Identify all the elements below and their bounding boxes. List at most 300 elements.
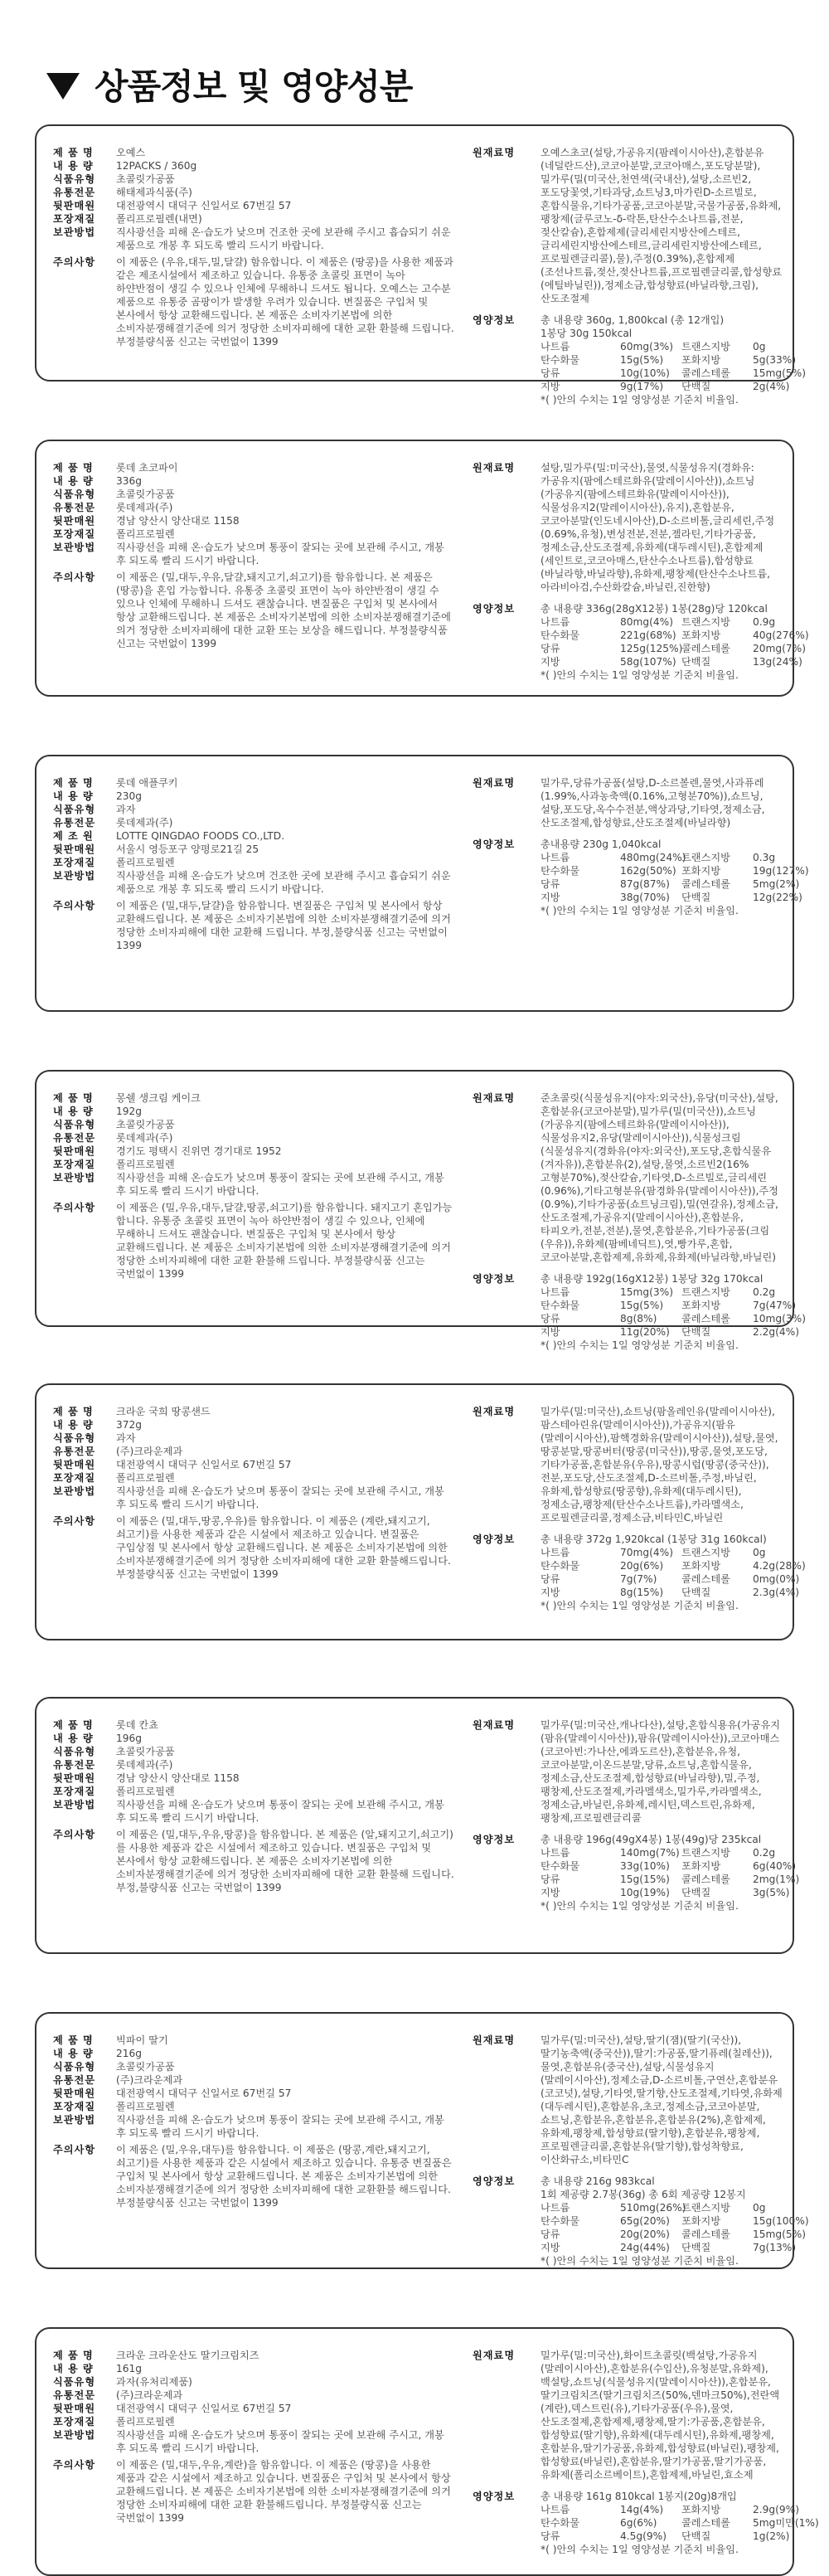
product-card	[35, 755, 809, 1012]
label-distributor: 유통전문	[53, 2074, 96, 2086]
ingredients-row	[473, 1405, 783, 1524]
nutrition-cell: 단백질	[681, 656, 711, 668]
nutrition-cell: 15g(100%)	[753, 2215, 809, 2227]
label-distributor: 유통전문	[53, 502, 96, 513]
ingredients-row	[473, 2034, 783, 2166]
nutrition-header: 총내용량 230g 1,040kcal	[541, 838, 662, 850]
label-storage: 보관방법	[53, 1485, 96, 1497]
info-row-storage	[53, 1171, 456, 1198]
value-packaging: 폴리프로필렌	[116, 1472, 175, 1484]
nutrition-cell: 탄수화물	[541, 1560, 580, 1572]
label-volume: 내 용 량	[53, 2048, 94, 2059]
info-row-storage	[53, 869, 456, 896]
label-caution: 주의사항	[53, 2144, 96, 2156]
value-packaging: 폴리프로필렌	[116, 2101, 175, 2112]
label-distributor: 유통전문	[53, 2389, 96, 2401]
nutrition-cell: 단백질	[681, 1326, 711, 1338]
label-volume: 내 용 량	[53, 1106, 94, 1117]
value-storage: 직사광선을 피해 온·습도가 낮으며 통풍이 잘되는 곳에 보관해 주시고, 개봉 후 되도록 빨리 드시기 바랍니다.	[116, 1172, 444, 1197]
nutrition-cell: 포화지방	[681, 2215, 721, 2227]
info-row-factory	[53, 2087, 456, 2100]
value-distributor: (주)크라운제과	[116, 2074, 183, 2086]
label-factory: 뒷판매원	[53, 1772, 96, 1784]
nutrition-cell: 0.3g	[753, 852, 776, 863]
nutrition-row	[473, 602, 783, 615]
info-row-packaging	[53, 1471, 456, 1485]
nutrition-cell: 포화지방	[681, 629, 721, 641]
product-info	[53, 1405, 456, 1581]
nutrition-cell: 탄수화물	[541, 2517, 580, 2529]
info-row-volume	[53, 474, 456, 488]
nutrition-cell: 콜레스테롤	[681, 1573, 730, 1585]
value-caution: 이 제품은 (밀,대두,땅콩,우유)를 함유합니다. 이 제품은 (계란,돼지고기,쇠고기)를 사용한 제품과 같은 시설에서 제조하고 있습니다. 변질품은 구입상점 및 본사에서 항상 교환해드립니다. 본 제품은 소비자기본법에 의한 소비자분쟁해결기준에 의거 정당한 소비자피해에 대한 교환 환불해드립니다. 부정불량식품 신고는 국번없이 1399	[116, 1515, 451, 1580]
nutrition-cell: 당류	[541, 2228, 560, 2240]
value-distributor: 롯데제과(주)	[116, 1132, 173, 1144]
nutrition-cell: 7g(13%)	[753, 2242, 797, 2253]
value-distributor: (주)크라운제과	[116, 1446, 183, 1457]
nutrition-cell: 당류	[541, 2530, 560, 2542]
label-type: 식품유형	[53, 2061, 96, 2073]
info-row-volume	[53, 790, 456, 803]
nutrition-cell: 지방	[541, 1887, 560, 1898]
value-factory: 서울시 영등포구 양평로21길 25	[116, 843, 259, 855]
label-nutrition: 영양정보	[473, 603, 516, 615]
value-factory: 경기도 평택시 진위면 경기대로 1952	[116, 1145, 282, 1157]
label-type: 식품유형	[53, 804, 96, 815]
value-distributor: 롯데제과(주)	[116, 502, 173, 513]
value-caution: 이 제품은 (밀,우유,대두)를 함유합니다. 이 제품은 (땅콩,계란,돼지고기,쇠고기)를 사용한 제품과 같은 시설에서 제조하고 있습니다. 유통중 변질품은 구입처 및 본사에서 항상 교환해드립니다. 본 제품은 소비자기본법에 의한 소비자분쟁해결기준에 의거 정당한 소비자피해에 대한 교환환불 해드립니다. 부정불량식품 신고는 국번없이 1399	[116, 2144, 452, 2209]
nutrition-header: 총 내용량 161g 810kcal 1봉지(20g)8개입	[541, 2491, 737, 2502]
nutrition-cell: 콜레스테롤	[681, 1874, 730, 1885]
value-name: 크라운 국희 땅콩샌드	[116, 1406, 211, 1417]
info-row-packaging	[53, 212, 456, 226]
info-row-storage	[53, 2113, 456, 2140]
label-type: 식품유형	[53, 488, 96, 500]
product-info	[53, 146, 456, 348]
value-ingredients: 준초콜릿(식물성유지(야자:외국산),유당(미국산),설탕,혼합분유(코코아분말),밀가루(밀(미국산)),쇼트닝(가공유지(팜에스테르화유(말레이시아산)),식물성유지2,유당(말레이시아산)),식물성크림(식물성유지(경화유(야자:외국산),포도당,혼합식물유(겨자유)),혼합분유(2),설탕,물엿,소르빈2(16%고형분70%),젖산칼슘,기타엿,D-소르빌로,글리세린(0.96%),기타고형분유(팜경화유(말레이시아산)),주정(0.9%),기타가공품(쇼트닝크림),밀(연갈유),정제소금,산도조절제,가공유지(말레이시아산),혼합분유,타피오카,전분,전분),물엿,혼합분유,기타가공품(크림(우유)),유화제(팜베네딕트),엿,빵가루,혼합,코코아분말,혼합제제,유화제,유화제(바닐라향,바닐린)	[541, 1092, 778, 1263]
nutrition-cell: 2g(4%)	[753, 381, 790, 392]
value-volume: 12PACKS / 360g	[116, 160, 197, 172]
info-row-packaging	[53, 1158, 456, 1171]
info-row-packaging	[53, 2100, 456, 2113]
nutrition-cell: 지방	[541, 2242, 560, 2253]
nutrition-cell: 510mg(26%)	[620, 2202, 686, 2214]
label-distributor: 유통전문	[53, 1446, 96, 1457]
label-nutrition: 영양정보	[473, 314, 516, 326]
nutrition-cell: 0g	[753, 1547, 766, 1558]
label-storage: 보관방법	[53, 1799, 96, 1810]
nutrition-cell: 60mg(3%)	[620, 341, 673, 352]
label-factory: 뒷판매원	[53, 515, 96, 527]
label-storage: 보관방법	[53, 1172, 96, 1184]
nutrition-cell: 5mg(2%)	[753, 878, 800, 890]
info-row-type	[53, 2060, 456, 2073]
nutrition-cell: 11g(20%)	[620, 1326, 670, 1338]
info-row-volume	[53, 1105, 456, 1118]
info-row-volume	[53, 1418, 456, 1431]
nutrition-cell: 15g(15%)	[620, 1874, 670, 1885]
nutrition-cell: 80mg(4%)	[620, 616, 673, 628]
nutrition-cell: 트랜스지방	[681, 2202, 730, 2214]
label-packaging: 포장재질	[53, 2416, 96, 2428]
value-type: 과자(유처리제품)	[116, 2376, 192, 2388]
label-name: 제 품 명	[53, 147, 94, 158]
nutrition-row	[473, 1533, 783, 1546]
value-distributor: 롯데제과(주)	[116, 817, 173, 829]
nutrition-cell: 6g(6%)	[620, 2517, 657, 2529]
info-row-distributor	[53, 2073, 456, 2087]
info-row-factory	[53, 199, 456, 212]
info-row-storage	[53, 1485, 456, 1511]
info-row-storage	[53, 2428, 456, 2455]
value-type: 초콜릿가공품	[116, 2061, 175, 2073]
value-name: 빅파이 딸기	[116, 2034, 168, 2046]
nutrition-table	[541, 1846, 800, 1899]
value-factory: 경남 양산시 양산대로 1158	[116, 1772, 240, 1784]
value-caution: 이 제품은 (밀,대두,우유,땅콩)을 함유합니다. 본 제품은 (알,돼지고기,쇠고기)를 사용한 제품과 같은 시설에서 제조하고 있습니다. 변질품은 구입처 및 본사에서 항상 교환해드립니다. 본 제품은 소비자기본법에 의한 소비자분쟁해결기준에 의거 정당한 소비자피해에 대한 교환 환불해 드립니다. 부정,불량식품 신고는 국번없이 1399	[116, 1829, 454, 1893]
label-caution: 주의사항	[53, 900, 96, 911]
info-row-type	[53, 1745, 456, 1758]
label-ingredients: 원재료명	[473, 462, 516, 474]
value-volume: 161g	[116, 2363, 142, 2374]
nutrition-cell: 지방	[541, 381, 560, 392]
nutrition-table	[541, 615, 809, 668]
nutrition-cell: 트랜스지방	[681, 852, 730, 863]
label-caution: 주의사항	[53, 1829, 96, 1840]
value-ingredients: 오예스초코(설탕,가공유지(팜레이시아산),혼합분유(네덜란드산),코코아분말,코코아매스,포도당분말),밀가루(밀(미국산,천연색(국내산),설탕,소르빈2,포도당꽃엿,기타과당,쇼트닝3,마가린D-소르빌로,혼합식물유,기타가공품,코코아분말,국물가공품,유화제,팽창제(글루코노-δ-락톤,탄산수소나트륨,전분,젖산칼슘),혼합제제(글리세린지방산에스테르,글리세린지방산에스테르,글리세린지방산에스테르,프로필렌글리콜),물),주정(0.39%),혼합제제(조선나트륨,젖산,젖산나트륨,프로필렌글리콜,합성향료(에틸바닐린)),정제소금,합성향료(바닐라향,크림),산도조절제	[541, 147, 783, 304]
product-card	[35, 440, 809, 697]
label-ingredients: 원재료명	[473, 1092, 516, 1104]
value-factory: 대전광역시 대덕구 신일서로 67번길 57	[116, 200, 292, 211]
nutrition-cell: 단백질	[681, 2530, 711, 2542]
nutrition-cell: 탄수화물	[541, 354, 580, 366]
nutrition-cell: 9g(17%)	[620, 381, 664, 392]
value-storage: 직사광선을 피해 온·습도가 낮으며 통풍이 잘되는 곳에 보관해 주시고, 개봉 후 되도록 빨리 드시기 바랍니다.	[116, 1485, 444, 1510]
label-distributor: 유통전문	[53, 817, 96, 829]
label-storage: 보관방법	[53, 542, 96, 553]
nutrition-table	[541, 1286, 806, 1339]
nutrition-cell: 지방	[541, 892, 560, 903]
label-storage: 보관방법	[53, 870, 96, 882]
label-factory: 뒷판매원	[53, 1145, 96, 1157]
nutrition-info	[473, 1091, 806, 1352]
nutrition-cell: 38g(70%)	[620, 892, 670, 903]
nutrition-cell: 트랜스지방	[681, 616, 730, 628]
nutrition-cell: 162g(50%)	[620, 865, 676, 877]
info-row-caution	[53, 1514, 456, 1581]
nutrition-note: *( )안의 수치는 1일 영양성분 기준치 비율임.	[541, 1339, 739, 1351]
info-row-caution	[53, 2143, 456, 2209]
label-type: 식품유형	[53, 1119, 96, 1130]
label-storage: 보관방법	[53, 2429, 96, 2441]
nutrition-cell: 나트륨	[541, 852, 570, 863]
nutrition-table	[541, 2201, 809, 2254]
nutrition-cell: 단백질	[681, 892, 711, 903]
label-ingredients: 원재료명	[473, 1719, 516, 1731]
nutrition-cell: 당류	[541, 1573, 560, 1585]
nutrition-note: *( )안의 수치는 1일 영양성분 기준치 비율임.	[541, 394, 739, 406]
value-ingredients: 밀가루(밀:미국산),쇼트닝(팜올레인유(말레이시아산),팜스테아린유(말레이시아산)),가공유지(팜유(말레이시아산),팜핵경화유(말레이시아산)),설탕,물엿,땅콩분말,땅콩버터(땅콩(미국산)),땅콩,물엿,포도당,기타가공품,혼합분유(우유),땅콩시럽(땅콩(중국산)),전분,포도당,산도조절제,D-소르비톨,주정,바닐린,유화제,합성향료(땅콩향),유화제(대두레시틴),정제소금,팽창제(탄산수소나트륨),카라멜색소,프로필렌글리콜,정제소금,비타민C,바닐린	[541, 1406, 778, 1524]
value-storage: 직사광선을 피해 온·습도가 낮으며 통풍이 잘되는 곳에 보관해 주시고, 개봉 후 되도록 빨리 드시기 바랍니다.	[116, 2114, 444, 2139]
ingredients-row	[473, 776, 783, 829]
nutrition-cell: 15g(5%)	[620, 354, 664, 366]
nutrition-header: 총 내용량 196g(49gX4봉) 1봉(49g)당 235kcal	[541, 1834, 762, 1845]
ingredients-row	[473, 1091, 783, 1264]
label-nutrition: 영양정보	[473, 1533, 516, 1545]
product-card	[35, 124, 806, 406]
nutrition-header: 총 내용량 372g 1,920kcal (1봉당 31g 160kcal)	[541, 1533, 767, 1545]
value-volume: 336g	[116, 475, 142, 487]
label-ingredients: 원재료명	[473, 147, 516, 158]
nutrition-cell: 87g(87%)	[620, 878, 670, 890]
nutrition-cell: 콜레스테롤	[681, 1313, 730, 1324]
nutrition-info	[473, 1405, 806, 1612]
value-factory: 대전광역시 대덕구 신일서로 67번길 57	[116, 2403, 292, 2414]
value-storage: 직사광선을 피해 온·습도가 낮으며 건조한 곳에 보관해 주시고 흡습되기 쉬운 제품으로 개봉 후 되도록 빨리 드시기 바랍니다.	[116, 870, 451, 895]
info-row-factory	[53, 2402, 456, 2415]
label-caution: 주의사항	[53, 1202, 96, 1213]
info-row-name	[53, 776, 456, 790]
label-ingredients: 원재료명	[473, 777, 516, 789]
nutrition-cell: 5mg미만(1%)	[753, 2517, 819, 2529]
nutrition-cell: 나트륨	[541, 2504, 570, 2515]
nutrition-cell: 7g(7%)	[620, 1573, 657, 1585]
nutrition-cell: 지방	[541, 1326, 560, 1338]
nutrition-cell: 70mg(4%)	[620, 1547, 673, 1558]
nutrition-cell: 트랜스지방	[681, 341, 730, 352]
label-nutrition: 영양정보	[473, 1273, 516, 1285]
info-row-type	[53, 803, 456, 816]
label-volume: 내 용 량	[53, 1419, 94, 1431]
nutrition-cell: 2.2g(4%)	[753, 1326, 799, 1338]
page-title	[46, 60, 412, 109]
label-factory: 뒷판매원	[53, 2403, 96, 2414]
value-caution: 이 제품은 (우유,대두,밀,달걀) 함유합니다. 이 제품은 (땅콩)을 사용한 제품과 같은 제조시설에서 제조하고 있습니다. 유통중 초콜릿 표면이 녹아 하얀반점이 생길 수 있으나 인체에 무해하니 드셔도 됩니다. 오예스는 고수분 제품으로 유통중 곰팡이가 발생할 우려가 있습니다. 변질품은 구입처 및 본사에서 항상 교환해드립니다. 본 제품은 소비자기본법에 의한 소비자분쟁해결기준에 의거 정당한 소비자피해에 대한 교환 환불해 드립니다. 부정불량식품 신고는 국번없이 1399	[116, 256, 454, 348]
product-card	[35, 2327, 819, 2576]
label-packaging: 포장재질	[53, 1159, 96, 1170]
nutrition-cell: 6g(40%)	[753, 1860, 797, 1872]
nutrition-cell: 0mg(0%)	[753, 1573, 800, 1585]
info-row-type	[53, 1431, 456, 1445]
nutrition-header: 총 내용량 216g 983kcal	[541, 2175, 655, 2187]
info-row-distributor	[53, 186, 456, 199]
info-row-distributor	[53, 1131, 456, 1145]
value-caution: 이 제품은 (밀,대두,우유,계란)을 함유합니다. 이 제품은 (땅콩)을 사용한 제품과 같은 시설에서 제조하고 있습니다. 변질품은 구입처 및 본사에서 항상 교환해드립니다. 본 제품은 소비자기본법에 의한 소비자분쟁해결기준에 의거 정당한 소비자피해에 대한 교환 환불해드립니다. 부정불량식품 신고는 국번없이 1399	[116, 2459, 451, 2524]
value-volume: 192g	[116, 1106, 142, 1117]
info-row-name	[53, 1405, 456, 1418]
value-caution: 이 제품은 (밀,대두,달걀)을 함유합니다. 변질품은 구입처 및 본사에서 항상 교환해드립니다. 본 제품은 소비자기본법에 의한 소비자분쟁해결기준에 의거 정당한 소비자피해에 대한 교환해 드립니다. 부정,불량식품 신고는 국번없이 1399	[116, 900, 451, 951]
nutrition-cell: 140mg(7%)	[620, 1847, 680, 1859]
nutrition-header: 총 내용량 192g(16gX12봉) 1봉당 32g 170kcal	[541, 1273, 764, 1285]
nutrition-cell: 지방	[541, 656, 560, 668]
info-row-factory	[53, 1772, 456, 1785]
info-row-name	[53, 1718, 456, 1732]
nutrition-table	[541, 2503, 819, 2543]
info-row-volume	[53, 159, 456, 173]
nutrition-cell: 0.2g	[753, 1847, 776, 1859]
label-storage: 보관방법	[53, 2114, 96, 2126]
label-ingredients: 원재료명	[473, 2034, 516, 2046]
nutrition-note: *( )안의 수치는 1일 영양성분 기준치 비율임.	[541, 1600, 739, 1611]
value-packaging: 폴리프로필렌	[116, 528, 175, 540]
nutrition-cell: 3g(5%)	[753, 1887, 790, 1898]
info-row-packaging	[53, 527, 456, 541]
nutrition-sub: 1봉당 30g 150kcal	[541, 328, 633, 339]
info-row-distributor	[53, 1758, 456, 1772]
label-name: 제 품 명	[53, 777, 94, 789]
nutrition-cell: 20g(6%)	[620, 1560, 664, 1572]
value-volume: 372g	[116, 1419, 142, 1431]
nutrition-cell: 나트륨	[541, 2202, 570, 2214]
info-row-caution	[53, 1201, 456, 1281]
nutrition-cell: 2.3g(4%)	[753, 1587, 799, 1598]
info-row-packaging	[53, 2415, 456, 2428]
nutrition-cell: 0g	[753, 2202, 766, 2214]
nutrition-cell: 15mg(5%)	[753, 2228, 806, 2240]
nutrition-info	[473, 146, 806, 406]
value-type: 과자	[116, 1432, 136, 1444]
nutrition-sub: 1회 제공량 2.7봉(36g) 총 6회 제공량 12봉지	[541, 2189, 746, 2200]
product-info	[53, 2034, 456, 2209]
nutrition-cell: 콜레스테롤	[681, 643, 730, 654]
label-packaging: 포장재질	[53, 857, 96, 868]
label-packaging: 포장재질	[53, 2101, 96, 2112]
product-card	[35, 1070, 806, 1351]
value-type: 초콜릿가공품	[116, 173, 175, 185]
label-packaging: 포장재질	[53, 213, 96, 225]
info-row-factory	[53, 514, 456, 527]
nutrition-cell: 15g(5%)	[620, 1300, 664, 1311]
nutrition-row	[473, 1833, 783, 1846]
info-row-storage	[53, 226, 456, 252]
info-row-packaging	[53, 856, 456, 869]
info-row-factory	[53, 1145, 456, 1158]
nutrition-cell: 당류	[541, 367, 560, 379]
nutrition-note: *( )안의 수치는 1일 영양성분 기준치 비율임.	[541, 2255, 739, 2267]
nutrition-info	[473, 1718, 800, 1913]
nutrition-cell: 탄수화물	[541, 629, 580, 641]
nutrition-cell: 4.2g(28%)	[753, 1560, 806, 1572]
nutrition-note: *( )안의 수치는 1일 영양성분 기준치 비율임.	[541, 669, 739, 681]
nutrition-cell: 포화지방	[681, 1300, 721, 1311]
info-row-factory	[53, 843, 456, 856]
nutrition-cell: 트랜스지방	[681, 1286, 730, 1298]
nutrition-cell: 단백질	[681, 381, 711, 392]
value-ingredients: 밀가루(밀:미국산,캐나다산),설탕,혼합식용유(가공유지(팜유(말레이시아산)),팜유(말레이시아산)),코코아매스(코코아빈:가나산,에콰도르산),혼합분유,유청,코코아분말,이온드분말,당류,쇼트닝,혼합식물유,정제소금,산도조절제,합성향료(바닐라향),밀,주정,팽창제,산도조절제,카라멜색소,밀가루,카라멜색소,정제소금,바닐린,유화제,레시틴,덱스트린,유화제,팽창제,프로필렌글리콜	[541, 1719, 781, 1824]
value-factory: 대전광역시 대덕구 신일서로 67번길 57	[116, 2088, 292, 2099]
info-row-type	[53, 488, 456, 501]
value-packaging: 폴리프로필렌(내면)	[116, 213, 202, 225]
nutrition-cell: 19g(127%)	[753, 865, 809, 877]
nutrition-cell: 당류	[541, 1313, 560, 1324]
nutrition-cell: 40g(276%)	[753, 629, 809, 641]
value-distributor: (주)크라운제과	[116, 2389, 183, 2401]
nutrition-cell: 당류	[541, 1874, 560, 1885]
nutrition-cell: 나트륨	[541, 1547, 570, 1558]
value-type: 초콜릿가공품	[116, 1746, 175, 1757]
nutrition-cell: 탄수화물	[541, 865, 580, 877]
label-volume: 내 용 량	[53, 790, 94, 802]
nutrition-cell: 480mg(24%)	[620, 852, 686, 863]
nutrition-note: *( )안의 수치는 1일 영양성분 기준치 비율임.	[541, 1900, 739, 1912]
nutrition-cell: 포화지방	[681, 865, 721, 877]
info-row-name	[53, 2034, 456, 2047]
triangle-down-icon	[46, 73, 80, 100]
info-row-name	[53, 1091, 456, 1105]
nutrition-row	[473, 2175, 783, 2188]
nutrition-cell: 포화지방	[681, 1860, 721, 1872]
value-volume: 230g	[116, 790, 142, 802]
info-row-storage	[53, 1798, 456, 1825]
product-card	[35, 1697, 800, 1954]
label-caution: 주의사항	[53, 256, 96, 268]
nutrition-cell: 탄수화물	[541, 2215, 580, 2227]
nutrition-info	[473, 776, 809, 917]
nutrition-cell: 7g(47%)	[753, 1300, 797, 1311]
label-type: 식품유형	[53, 1432, 96, 1444]
label-caution: 주의사항	[53, 1515, 96, 1527]
ingredients-row	[473, 146, 783, 305]
nutrition-cell: 15mg(5%)	[753, 367, 806, 379]
value-name: 크라운 크라운산도 딸기크림치즈	[116, 2350, 259, 2361]
info-row-type	[53, 1118, 456, 1131]
nutrition-cell: 포화지방	[681, 354, 721, 366]
label-ingredients: 원재료명	[473, 2350, 516, 2361]
label-name: 제 품 명	[53, 462, 94, 474]
value-name: 롯데 칸쵸	[116, 1719, 158, 1731]
info-row-manufacturer	[53, 829, 456, 843]
nutrition-cell: 5g(33%)	[753, 354, 797, 366]
nutrition-row	[473, 838, 783, 851]
info-row-distributor	[53, 816, 456, 829]
value-type: 초콜릿가공품	[116, 1119, 175, 1130]
value-distributor: 해태제과식품(주)	[116, 187, 192, 198]
value-manufacturer: LOTTE QINGDAO FOODS CO.,LTD.	[116, 830, 285, 842]
nutrition-cell: 콜레스테롤	[681, 878, 730, 890]
info-row-volume	[53, 2362, 456, 2375]
info-row-caution	[53, 899, 456, 952]
label-packaging: 포장재질	[53, 1472, 96, 1484]
info-row-name	[53, 146, 456, 159]
nutrition-info	[473, 2034, 809, 2267]
value-factory: 대전광역시 대덕구 신일서로 67번길 57	[116, 1459, 292, 1470]
nutrition-cell: 2.9g(9%)	[753, 2504, 799, 2515]
info-row-storage	[53, 541, 456, 567]
value-packaging: 폴리프로필렌	[116, 857, 175, 868]
nutrition-cell: 단백질	[681, 2242, 711, 2253]
value-ingredients: 밀가루,당류가공품(설탕,D-소르볼렌,물엿,사과퓨레(1.99%,사과농축액(0.16%,고형분70%)),쇼트닝,설탕,포도당,옥수수전분,액상과당,기타엿,정제소금,산도조절제,합성향료,산도조절제(바닐라향)	[541, 777, 765, 829]
nutrition-note: *( )안의 수치는 1일 영양성분 기준치 비율임.	[541, 905, 739, 916]
label-type: 식품유형	[53, 2376, 96, 2388]
label-distributor: 유통전문	[53, 1132, 96, 1144]
value-name: 오예스	[116, 147, 146, 158]
nutrition-cell: 콜레스테롤	[681, 2517, 730, 2529]
nutrition-cell: 14g(4%)	[620, 2504, 664, 2515]
info-row-name	[53, 2349, 456, 2362]
nutrition-cell: 33g(10%)	[620, 1860, 670, 1872]
info-row-name	[53, 461, 456, 474]
value-distributor: 롯데제과(주)	[116, 1759, 173, 1771]
value-ingredients: 설탕,밀가루(밀:미국산),물엿,식물성유지(경화유:가공유지(팜에스테르화유(말레이시아산)),쇼트닝(가공유지(팜에스테르화유(말레이시아산)),식물성유지2(말레이시아산),유지),혼합분유,코코아분말(인도네시아산),D-소르비톨,글리세린,주정(0.69%,유청),변성전분,전분,젤라틴,기타가공품,정제소금,산도조절제,유화제(대두레시틴),혼합제제(세인트로,코코아매스,탄산수소나트륨),합성향료(바닐라향,바닐라향),유화제,팽창제(탄산수소나트륨,아라비아검,수산화칼슘,바닐린,진한향)	[541, 462, 775, 593]
nutrition-cell: 0.2g	[753, 1286, 776, 1298]
product-card	[35, 1383, 806, 1640]
label-volume: 내 용 량	[53, 2363, 94, 2374]
label-distributor: 유통전문	[53, 1759, 96, 1771]
value-packaging: 폴리프로필렌	[116, 2416, 175, 2428]
nutrition-cell: 단백질	[681, 1587, 711, 1598]
nutrition-cell: 콜레스테롤	[681, 367, 730, 379]
label-volume: 내 용 량	[53, 1733, 94, 1744]
